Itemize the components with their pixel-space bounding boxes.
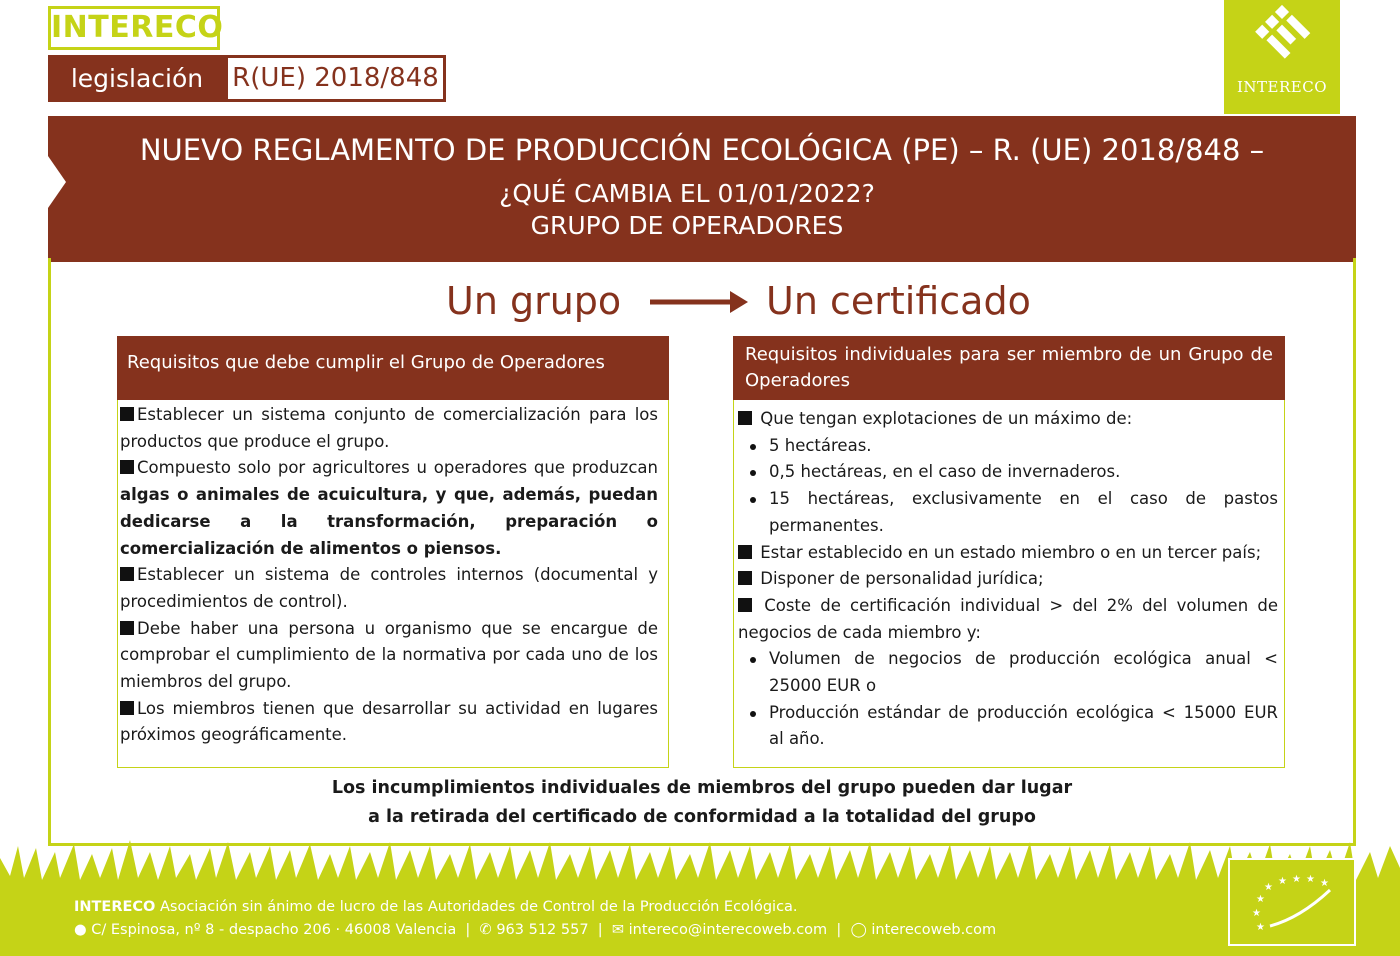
svg-text:★: ★ bbox=[1256, 894, 1265, 905]
square-bullet-icon bbox=[120, 460, 134, 474]
sub-list-item: Volumen de negocios de producción ecológica anual < 25000 EUR o bbox=[738, 646, 1278, 699]
eu-organic-leaf-icon bbox=[1230, 860, 1354, 944]
flow-to: Un certificado bbox=[766, 279, 1031, 323]
logo-text: INTERECO bbox=[1236, 78, 1328, 96]
page-title: NUEVO REGLAMENTO DE PRODUCCIÓN ECOLÓGICA (PE) – R. (UE) 2018/848 – bbox=[139, 133, 1265, 167]
footer-web[interactable]: interecoweb.com bbox=[871, 922, 997, 938]
group-requirements-list bbox=[120, 402, 658, 749]
section-label: legislación bbox=[70, 64, 204, 93]
square-bullet-icon bbox=[738, 571, 752, 585]
list-item: Estar establecido en un estado miembro o en un tercer país; bbox=[738, 540, 1278, 567]
footer-description: INTERECO Asociación sin ánimo de lucro de las Autoridades de Control de la Producción Ecológica. bbox=[74, 899, 798, 915]
location-pin-icon: ● bbox=[74, 922, 87, 938]
footer-address: C/ Espinosa, nº 8 - despacho 206 · 46008 Valencia bbox=[91, 922, 457, 938]
sub-list-item: Producción estándar de producción ecológica < 15000 EUR al año. bbox=[738, 700, 1278, 753]
group-requirements-heading: Requisitos que debe cumplir el Grupo de Operadores bbox=[117, 336, 669, 400]
brand-badge: INTERECO bbox=[48, 6, 220, 50]
square-bullet-icon bbox=[120, 701, 134, 715]
list-item: Disponer de personalidad jurídica; bbox=[738, 566, 1278, 593]
footer bbox=[0, 880, 1400, 956]
page-subtitle: ¿QUÉ CAMBIA EL 01/01/2022? bbox=[499, 179, 875, 208]
flow-from: Un grupo bbox=[446, 279, 622, 323]
sub-list-item: 0,5 hectáreas, en el caso de invernaderos. bbox=[738, 459, 1278, 486]
svg-text:★: ★ bbox=[1252, 908, 1261, 919]
globe-icon: ◯ bbox=[850, 922, 867, 938]
svg-text:★: ★ bbox=[1306, 874, 1315, 885]
intereco-leaf-logo-icon bbox=[1224, 0, 1340, 78]
mail-icon: ✉ bbox=[611, 922, 625, 938]
svg-text:★: ★ bbox=[1256, 922, 1265, 933]
list-item: Que tengan explotaciones de un máximo de: bbox=[738, 406, 1278, 433]
list-item: Los miembros tienen que desarrollar su actividad en lugares próximos geográficamente. bbox=[120, 698, 658, 745]
square-bullet-icon bbox=[120, 567, 134, 581]
svg-text:★: ★ bbox=[1278, 876, 1287, 887]
svg-text:★: ★ bbox=[1320, 878, 1329, 889]
phone-icon: ✆ bbox=[479, 922, 492, 938]
svg-text:★: ★ bbox=[1264, 882, 1273, 893]
list-item: Compuesto solo por agricultores u operadores que produzcan algas o animales de acuicultura, y que, además, puedan dedicarse a la transformación, preparación o comercialización de alimentos o piensos. bbox=[120, 458, 658, 558]
list-item: Establecer un sistema conjunto de comercialización para los productos que produce el grupo. bbox=[120, 405, 658, 451]
sub-list-item: 5 hectáreas. bbox=[738, 433, 1278, 460]
svg-text:★: ★ bbox=[1292, 874, 1301, 885]
list-item: Debe haber una persona u organismo que se encargue de comprobar el cumplimiento de la normativa por cada uno de los miembros del grupo. bbox=[120, 618, 658, 692]
member-requirements-list bbox=[738, 406, 1278, 753]
eu-organic-logo bbox=[1228, 858, 1356, 946]
intereco-logo bbox=[1224, 0, 1340, 114]
list-item: Establecer un sistema de controles internos (documental y procedimientos de control). bbox=[120, 565, 658, 611]
grass-decoration bbox=[0, 818, 1400, 888]
conclusion-line: a la retirada del certificado de conformidad a la totalidad del grupo bbox=[368, 807, 1036, 827]
square-bullet-icon bbox=[738, 545, 752, 559]
square-bullet-icon bbox=[120, 407, 134, 421]
square-bullet-icon bbox=[738, 411, 752, 425]
member-requirements-heading: Requisitos individuales para ser miembro de un Grupo de Operadores bbox=[733, 336, 1285, 400]
page-subtitle-2: GRUPO DE OPERADORES bbox=[530, 211, 844, 240]
square-bullet-icon bbox=[738, 598, 752, 612]
sub-list-item: 15 hectáreas, exclusivamente en el caso de pastos permanentes. bbox=[738, 486, 1278, 539]
list-item: Coste de certificación individual > del 2% del volumen de negocios de cada miembro y: bbox=[738, 595, 1278, 642]
square-bullet-icon bbox=[120, 621, 134, 635]
conclusion-line: Los incumplimientos individuales de miembros del grupo pueden dar lugar bbox=[331, 778, 1073, 798]
arrow-right-icon bbox=[650, 288, 750, 316]
footer-contact: ● C/ Espinosa, nº 8 - despacho 206 · 46008 Valencia | ✆ 963 512 557 | ✉ intereco@interecoweb.com | ◯ interecoweb.com bbox=[74, 922, 997, 938]
footer-email[interactable]: intereco@interecoweb.com bbox=[628, 922, 828, 938]
footer-phone: 963 512 557 bbox=[496, 922, 589, 938]
regulation-label: R(UE) 2018/848 bbox=[228, 58, 443, 99]
